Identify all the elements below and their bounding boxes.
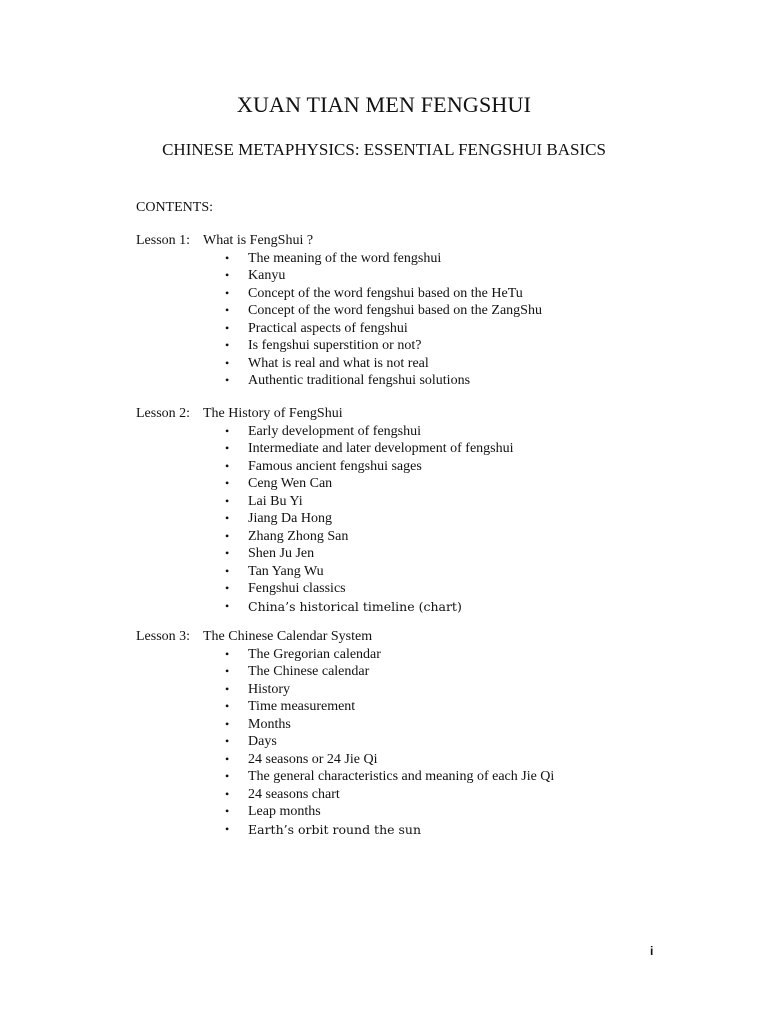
list-item xyxy=(136,355,696,373)
list-item xyxy=(136,646,696,664)
lesson-topic: The Chinese calendar xyxy=(248,664,370,679)
document-subtitle: CHINESE METAPHYSICS: ESSENTIAL FENGSHUI BASICS xyxy=(162,140,606,159)
bullet-icon: • xyxy=(225,821,230,836)
lesson-topic: History xyxy=(248,681,290,697)
lesson-topic: Tan Yang Wu xyxy=(248,563,324,579)
bullet-icon: • xyxy=(225,646,230,661)
bullet-icon: • xyxy=(225,681,230,696)
lesson-topic: Time measurement xyxy=(248,699,356,714)
bullet-icon: • xyxy=(225,303,230,317)
lesson-2-section xyxy=(136,405,696,615)
lesson-topic: Zhang Zhong San xyxy=(248,528,349,544)
lesson-3-section xyxy=(136,628,696,838)
bullet-icon: • xyxy=(225,338,230,352)
list-item xyxy=(136,598,696,616)
page-number: i xyxy=(650,944,654,958)
list-item xyxy=(136,733,696,751)
lesson-topic: Early development of fengshui xyxy=(248,423,422,439)
list-item xyxy=(136,545,696,563)
lesson-topic: Is fengshui superstition or not? xyxy=(248,338,422,353)
bullet-icon: • xyxy=(225,320,230,335)
list-item xyxy=(136,580,696,598)
list-item xyxy=(136,698,696,716)
bullet-icon: • xyxy=(225,546,230,560)
lesson-topic: Practical aspects of fengshui xyxy=(248,320,408,336)
lesson-topic: Ceng Wen Can xyxy=(248,476,333,491)
lesson-topic: Famous ancient fengshui sages xyxy=(248,458,422,474)
lesson-topic: Concept of the word fengshui based on the HeTu xyxy=(248,285,523,301)
lesson-topic: Authentic traditional fengshui solutions xyxy=(248,373,471,388)
lesson-topic: Concept of the word fengshui based on the ZangShu xyxy=(248,303,542,318)
bullet-icon: • xyxy=(225,804,230,818)
bullet-icon: • xyxy=(225,699,230,713)
list-item xyxy=(136,285,696,303)
lesson-3-label: Lesson 3: xyxy=(136,629,191,644)
lesson-topic: The meaning of the word fengshui xyxy=(248,250,442,266)
bullet-icon: • xyxy=(225,528,230,543)
list-item xyxy=(136,768,696,786)
list-item xyxy=(136,475,696,493)
lesson-topic: 24 seasons or 24 Jie Qi xyxy=(248,751,378,767)
bullet-icon: • xyxy=(225,786,230,801)
list-item xyxy=(136,663,696,681)
list-item xyxy=(136,320,696,338)
list-item xyxy=(136,803,696,821)
bullet-icon: • xyxy=(225,493,230,508)
lesson-topic: Shen Ju Jen xyxy=(248,546,315,561)
bullet-icon: • xyxy=(225,734,230,748)
lesson-topic: Lai Bu Yi xyxy=(248,493,303,509)
bullet-icon: • xyxy=(225,268,230,282)
list-item xyxy=(136,493,696,511)
list-item xyxy=(136,563,696,581)
bullet-icon: • xyxy=(225,511,230,525)
lesson-1-header xyxy=(136,232,696,250)
lesson-1-section xyxy=(136,232,696,390)
lesson-2-topic-list xyxy=(136,423,696,616)
bullet-icon: • xyxy=(225,751,230,766)
list-item xyxy=(136,751,696,769)
document-title: XUAN TIAN MEN FENGSHUI xyxy=(236,92,532,117)
lesson-topic: Months xyxy=(248,716,291,732)
list-item xyxy=(136,681,696,699)
list-item xyxy=(136,267,696,285)
bullet-icon: • xyxy=(225,441,230,455)
list-item xyxy=(136,510,696,528)
bullet-icon: • xyxy=(225,581,230,595)
list-item xyxy=(136,302,696,320)
list-item xyxy=(136,786,696,804)
list-item xyxy=(136,250,696,268)
list-item xyxy=(136,372,696,390)
lesson-topic: Kanyu xyxy=(248,268,286,283)
list-item xyxy=(136,337,696,355)
list-item xyxy=(136,821,696,839)
lesson-topic: Days xyxy=(248,734,277,749)
bullet-icon: • xyxy=(225,716,230,731)
lesson-topic: Jiang Da Hong xyxy=(248,511,332,526)
lesson-1-topic-list xyxy=(136,250,696,390)
lesson-2-title: The History of FengShui xyxy=(203,406,343,421)
bullet-icon: • xyxy=(225,563,230,578)
lesson-1-title: What is FengShui ? xyxy=(203,233,314,248)
lesson-topic: Fengshui classics xyxy=(248,581,346,596)
lesson-topic: Leap months xyxy=(248,804,321,819)
lesson-topic: The Gregorian calendar xyxy=(248,646,381,662)
lesson-2-header xyxy=(136,405,696,423)
list-item xyxy=(136,716,696,734)
bullet-icon: • xyxy=(225,458,230,473)
list-item xyxy=(136,458,696,476)
lesson-topic: What is real and what is not real xyxy=(248,355,429,371)
bullet-icon: • xyxy=(225,285,230,300)
list-item xyxy=(136,423,696,441)
list-item xyxy=(136,528,696,546)
lesson-3-topic-list xyxy=(136,646,696,839)
lesson-topic: Intermediate and later development of fengshui xyxy=(248,441,514,456)
bullet-icon: • xyxy=(225,423,230,438)
contents-heading: CONTENTS: xyxy=(136,200,213,215)
lesson-3-header xyxy=(136,628,696,646)
list-item xyxy=(136,440,696,458)
lesson-3-title: The Chinese Calendar System xyxy=(203,629,373,644)
bullet-icon: • xyxy=(225,598,230,613)
lesson-topic: China’s historical timeline (chart) xyxy=(248,598,462,614)
bullet-icon: • xyxy=(225,664,230,678)
bullet-icon: • xyxy=(225,769,230,783)
lesson-topic: Earth’s orbit round the sun xyxy=(248,821,422,837)
bullet-icon: • xyxy=(225,250,230,265)
lesson-1-label: Lesson 1: xyxy=(136,233,191,248)
lesson-topic: 24 seasons chart xyxy=(248,786,340,802)
lesson-topic: The general characteristics and meaning of each Jie Qi xyxy=(248,769,555,784)
bullet-icon: • xyxy=(225,476,230,490)
lesson-2-label: Lesson 2: xyxy=(136,406,191,421)
bullet-icon: • xyxy=(225,355,230,370)
bullet-icon: • xyxy=(225,373,230,387)
